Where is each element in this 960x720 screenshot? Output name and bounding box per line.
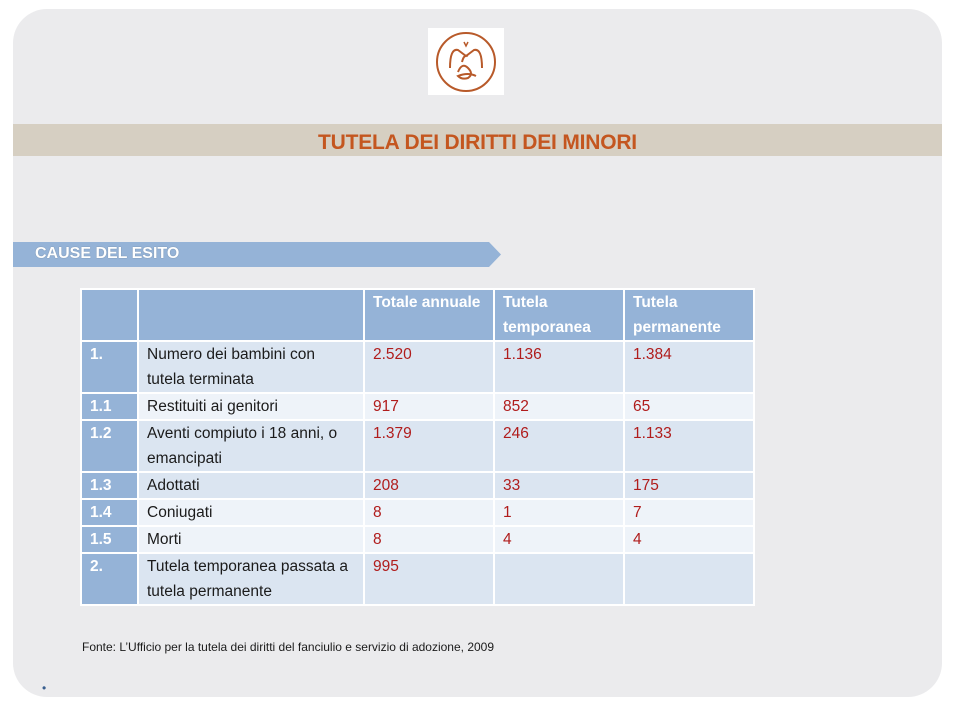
bullet-dot: • (42, 681, 47, 695)
table-row (81, 553, 754, 605)
row-number: 1.4 (81, 499, 138, 526)
table-row (81, 420, 754, 472)
section-label: CAUSE DEL ESITO (35, 245, 180, 262)
row-totale: 8 (364, 526, 494, 553)
table-header-cell (138, 289, 364, 341)
page-title: TUTELA DEI DIRITTI DEI MINORI (318, 131, 637, 154)
row-temporanea: 1 (494, 499, 624, 526)
row-description: Adottati (138, 472, 364, 499)
row-totale: 995 (364, 553, 494, 605)
row-permanente: 175 (624, 472, 754, 499)
table-row (81, 526, 754, 553)
table-header-cell: Tutela temporanea (494, 289, 624, 341)
table-header-cell: Tutela permanente (624, 289, 754, 341)
row-number: 1.1 (81, 393, 138, 420)
row-description: Coniugati (138, 499, 364, 526)
row-description: Numero dei bambini con tutela terminata (138, 341, 364, 393)
table-header-cell (81, 289, 138, 341)
row-number: 2. (81, 553, 138, 605)
row-number: 1.5 (81, 526, 138, 553)
row-temporanea: 1.136 (494, 341, 624, 393)
table-row (81, 499, 754, 526)
row-totale: 917 (364, 393, 494, 420)
row-temporanea: 33 (494, 472, 624, 499)
table-header-cell: Totale annuale (364, 289, 494, 341)
row-description: Tutela temporanea passata a tutela permanente (138, 553, 364, 605)
row-totale: 2.520 (364, 341, 494, 393)
section-banner (13, 242, 501, 267)
row-temporanea: 852 (494, 393, 624, 420)
table-row (81, 472, 754, 499)
institution-logo-icon (428, 28, 504, 95)
data-table (80, 288, 755, 606)
row-description: Aventi compiuto i 18 anni, o emancipati (138, 420, 364, 472)
row-number: 1.2 (81, 420, 138, 472)
row-number: 1. (81, 341, 138, 393)
row-permanente: 65 (624, 393, 754, 420)
table-row (81, 393, 754, 420)
row-permanente (624, 553, 754, 605)
row-number: 1.3 (81, 472, 138, 499)
row-totale: 8 (364, 499, 494, 526)
row-temporanea: 4 (494, 526, 624, 553)
row-totale: 1.379 (364, 420, 494, 472)
row-totale: 208 (364, 472, 494, 499)
row-description: Restituiti ai genitori (138, 393, 364, 420)
table-header-row (81, 289, 754, 341)
row-permanente: 1.133 (624, 420, 754, 472)
slide (13, 9, 942, 697)
row-permanente: 1.384 (624, 341, 754, 393)
row-temporanea: 246 (494, 420, 624, 472)
row-temporanea (494, 553, 624, 605)
source-note: Fonte: L’Ufficio per la tutela dei diritti del fanciulio e servizio di adozione, 2009 (82, 640, 495, 654)
row-description: Morti (138, 526, 364, 553)
row-permanente: 7 (624, 499, 754, 526)
row-permanente: 4 (624, 526, 754, 553)
table-row (81, 341, 754, 393)
